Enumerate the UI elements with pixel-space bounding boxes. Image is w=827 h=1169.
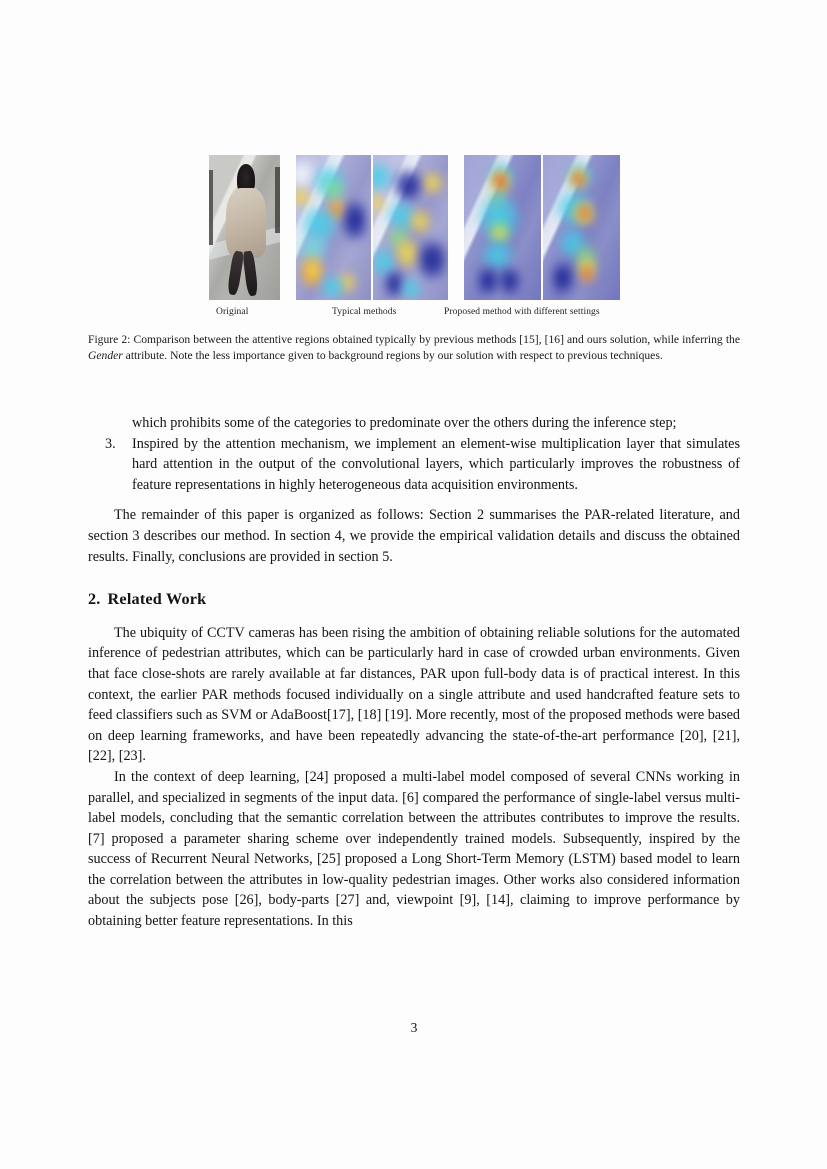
panel-group-typical (296, 155, 448, 300)
figure-2 (88, 155, 740, 327)
heatmap-blob (583, 262, 591, 285)
figure-caption-italic-term: Gender (88, 348, 123, 362)
photo-edge-left (209, 170, 214, 245)
list-item (105, 434, 740, 496)
paragraph-remainder: The remainder of this paper is organized as follows: Section 2 summarises the PAR-related literature, and section 3 describes our method. In section 4, we provide the empirical validation details and discuss the obtained results. Finally, conclusions are provided in section 5. (88, 507, 740, 565)
figure-panel-row (88, 155, 740, 300)
numbered-list (88, 434, 740, 496)
figure-caption-part2: attribute. Note the less importance given to background regions by our solution with respect to previous techniques. (122, 348, 663, 362)
spacer (88, 495, 740, 505)
figure-panel-labels (88, 305, 740, 327)
page-number: 3 (410, 1020, 418, 1035)
list-continuation-paragraph: which prohibits some of the categories to predominate over the others during the inference step; (132, 415, 677, 431)
label-proposed-method: Proposed method with different settings (444, 307, 600, 317)
list-item-text: Inspired by the attention mechanism, we implement an element-wise multiplication layer that simulates hard attention in the output of the convolutional layers, which particularly improves the robustness of feature representations in highly heterogeneous data acquisition environments. (132, 435, 740, 493)
body-text (88, 413, 740, 932)
heatmap-blob (578, 204, 590, 221)
paragraph-related-work-2: In the context of deep learning, [24] proposed a multi-label model composed of several CNNs working in parallel, and specialized in segments of the input data. [6] compared the performance of single-label versus multi-label models, concluding that the semantic correlation between the attributes contributes to improve the results. [7] proposed a parameter sharing scheme over independently trained models. Subsequently, inspired by the success of Recurrent Neural Networks, [25] proposed a Long Short-Term Memory (LSTM) based model to learn the correlation between the attributes in low-quality pedestrian images. Other works also considered information about the subjects pose [26], body-parts [27] and, viewpoint [9], [14], claiming to improve performance by obtaining better feature representations. In this (88, 768, 740, 930)
label-typical-methods: Typical methods (332, 307, 397, 317)
photo-coat (226, 188, 266, 258)
paragraph-related-work-1: The ubiquity of CCTV cameras has been rising the ambition of obtaining reliable solutions for the automated inference of pedestrian attributes, which can be particularly hard in case of crowded urban environments. Given that face close-shots are rarely available at far distances, PAR upon full-body data is of practical interest. In this context, the earlier PAR methods focused individually on a single attribute and used handcrafted feature sets to feed classifiers such as SVM or AdaBoost[17], [18] [19]. More recently, most of the proposed methods were based on deep learning frameworks, and have been repeatedly advancing the state-of-the-art performance [20], [21], [22], [23]. (88, 624, 740, 765)
heatmap-blob (419, 236, 445, 282)
section-heading-related-work (88, 589, 740, 610)
label-original: Original (216, 307, 249, 317)
heatmap-blob (386, 268, 403, 300)
panel-group-original (209, 155, 280, 300)
figure-caption (88, 332, 740, 363)
heatmap-blob (410, 207, 430, 236)
photo-edge-right (275, 167, 279, 234)
panel-typical-heatmap-b (373, 155, 448, 300)
heatmap-blob (401, 277, 421, 300)
heatmap-blob (395, 236, 419, 271)
list-item-number: 3. (105, 435, 116, 452)
section-title: Related Work (107, 590, 207, 609)
heatmap-blob (422, 170, 443, 196)
heatmap-blob (500, 265, 518, 297)
figure-caption-part1: Comparison between the attentive regions obtained typically by previous methods [15], [16] and ours solution, while inferring the (130, 333, 740, 346)
panel-proposed-heatmap-b (543, 155, 620, 300)
section-number: 2. (88, 590, 101, 609)
figure-caption-label: Figure 2: (88, 333, 131, 346)
heatmap-blob (302, 251, 323, 292)
heatmap-blob (321, 274, 344, 300)
heatmap-blob (344, 196, 367, 245)
panel-proposed-heatmap-a (464, 155, 541, 300)
panel-group-proposed (464, 155, 620, 300)
heatmap-blob (553, 259, 571, 297)
panel-typical-heatmap-a (296, 155, 371, 300)
panel-original-photo (209, 155, 280, 300)
